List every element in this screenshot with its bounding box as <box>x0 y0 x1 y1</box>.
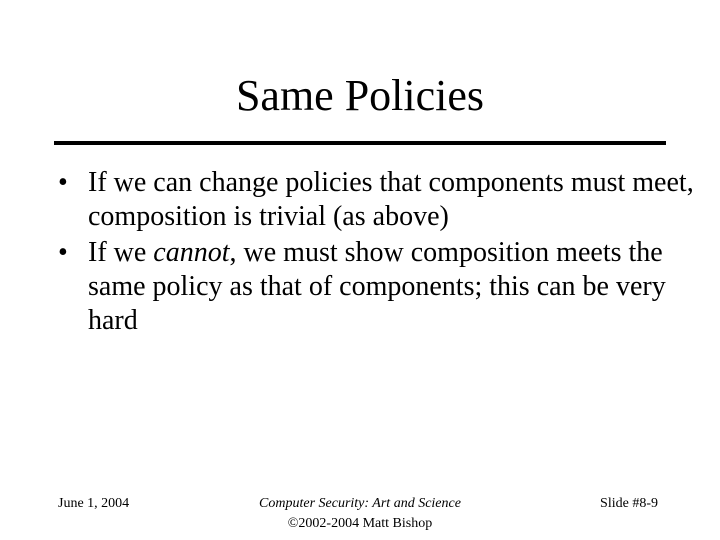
footer-date: June 1, 2004 <box>58 496 130 511</box>
bullet-item <box>58 166 698 234</box>
footer-credit <box>200 494 520 534</box>
bullet-marker: • <box>58 167 68 198</box>
title-divider <box>54 141 666 145</box>
bullet-list <box>58 166 698 338</box>
bullet-text: If we can change policies that components must meet, composition is trivial (as above) <box>88 167 694 232</box>
bullet-text-suffix: , we must show composition meets the same policy as that of components; this can be very hard <box>88 237 666 336</box>
bullet-item <box>58 236 698 338</box>
slide-title: Same Policies <box>235 71 485 120</box>
footer-slide-number: Slide #8-9 <box>600 496 658 511</box>
footer-copyright: ©2002-2004 Matt Bishop <box>287 516 433 531</box>
footer-book-title: Computer Security: Art and Science <box>259 496 461 511</box>
bullet-marker: • <box>58 237 68 268</box>
bullet-text-prefix: If we <box>88 237 154 268</box>
bullet-text-emphasis: cannot <box>153 237 230 268</box>
